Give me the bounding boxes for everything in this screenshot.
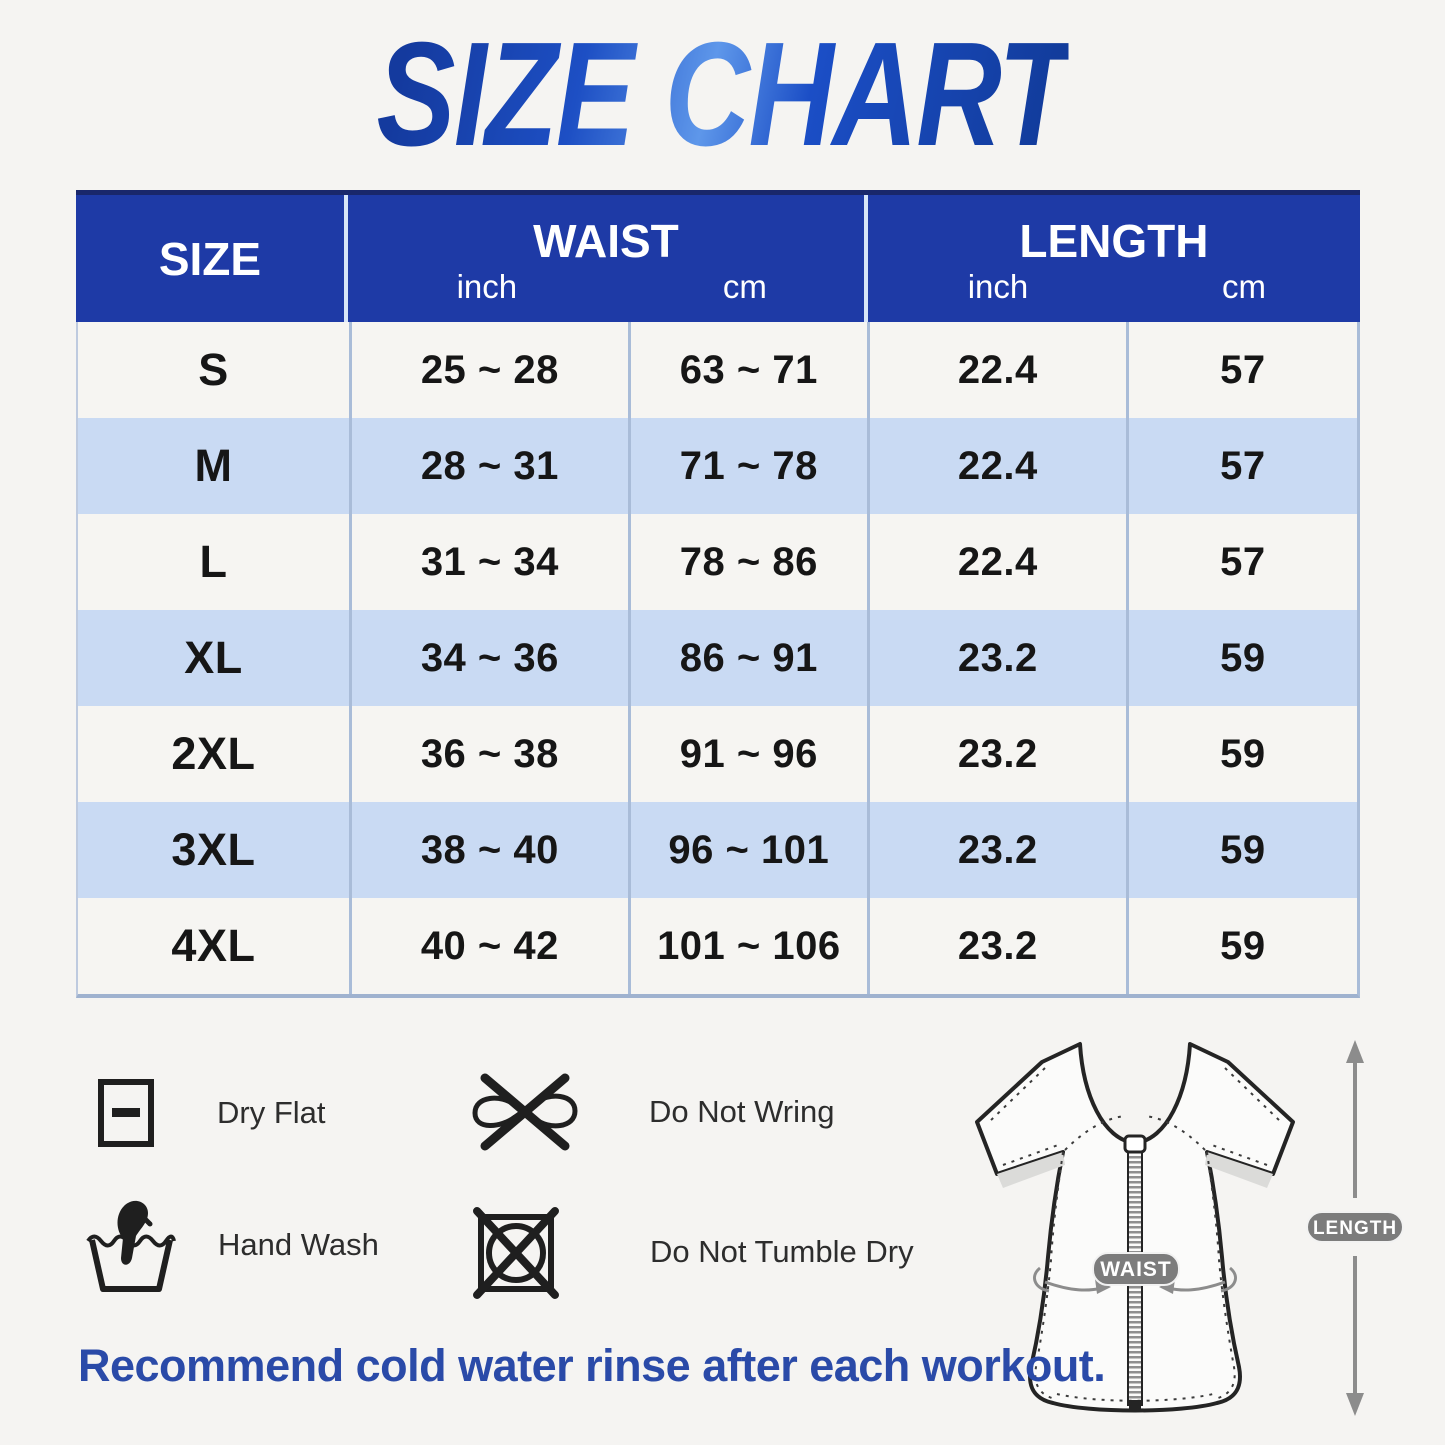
cell-size: 3XL (171, 824, 256, 875)
cell-waist-cm: 63 ~ 71 (628, 322, 867, 418)
cell-waist-inch: 34 ~ 36 (349, 610, 628, 706)
cell-waist-cm: 91 ~ 96 (628, 706, 867, 802)
care-label: Dry Flat (217, 1095, 326, 1130)
cell-waist-cm: 96 ~ 101 (628, 802, 867, 898)
footer-note: Recommend cold water rinse after each workout. (78, 1340, 1106, 1391)
table-header (76, 190, 1360, 322)
cell-waist-inch: 31 ~ 34 (349, 514, 628, 610)
size-table (76, 190, 1360, 998)
table-row (78, 322, 1357, 418)
header-waist-group (348, 195, 868, 322)
page-title-text: SIZE CHART (376, 10, 1068, 180)
table-row (78, 706, 1357, 802)
cell-waist-inch: 36 ~ 38 (349, 706, 628, 802)
length-badge-label: LENGTH (1312, 1218, 1398, 1239)
header-waist-inch: inch (456, 267, 518, 305)
cell-length-cm: 57 (1126, 322, 1357, 418)
cell-waist-cm: 86 ~ 91 (628, 610, 867, 706)
header-size: SIZE (76, 195, 348, 322)
cell-size: M (194, 440, 233, 491)
cell-size: 2XL (171, 728, 256, 779)
cell-length-cm: 59 (1126, 898, 1357, 994)
header-waist-cm: cm (722, 267, 767, 305)
cell-waist-inch: 25 ~ 28 (349, 322, 628, 418)
cell-size: 4XL (171, 920, 256, 971)
cell-length-inch: 23.2 (867, 802, 1126, 898)
header-length-cm: cm (1221, 267, 1266, 305)
care-label: Do Not Tumble Dry (650, 1234, 914, 1269)
cell-length-cm: 57 (1126, 418, 1357, 514)
page-title (0, 10, 1445, 180)
table-row (78, 610, 1357, 706)
header-length: LENGTH (1019, 215, 1209, 268)
care-item-hand-wash (84, 1196, 379, 1294)
cell-length-inch: 23.2 (867, 610, 1126, 706)
dry-flat-icon (97, 1078, 155, 1148)
care-label: Do Not Wring (649, 1094, 835, 1129)
cell-waist-cm: 71 ~ 78 (628, 418, 867, 514)
cell-length-inch: 22.4 (867, 514, 1126, 610)
cell-waist-inch: 28 ~ 31 (349, 418, 628, 514)
header-length-group (868, 195, 1360, 322)
cell-length-cm: 59 (1126, 706, 1357, 802)
cell-length-inch: 23.2 (867, 706, 1126, 802)
table-row (78, 418, 1357, 514)
cell-length-cm: 59 (1126, 802, 1357, 898)
do-not-tumble-dry-icon (468, 1200, 564, 1304)
care-item-do-not-wring (463, 1072, 835, 1152)
cell-length-cm: 59 (1126, 610, 1357, 706)
waist-badge-label: WAIST (1100, 1258, 1172, 1281)
cell-length-cm: 57 (1126, 514, 1357, 610)
header-waist: WAIST (533, 215, 679, 268)
cell-size: XL (184, 632, 243, 683)
hand-wash-icon (84, 1196, 178, 1294)
table-row (78, 898, 1357, 994)
table-row (78, 802, 1357, 898)
care-item-dry-flat (97, 1078, 326, 1148)
cell-size: S (198, 344, 229, 395)
cell-waist-inch: 40 ~ 42 (349, 898, 628, 994)
do-not-wring-icon (463, 1072, 587, 1152)
cell-length-inch: 22.4 (867, 322, 1126, 418)
header-length-inch: inch (967, 267, 1029, 305)
cell-length-inch: 23.2 (867, 898, 1126, 994)
care-label: Hand Wash (218, 1227, 379, 1262)
table-body (76, 322, 1360, 998)
cell-waist-cm: 101 ~ 106 (628, 898, 867, 994)
care-item-do-not-tumble-dry (468, 1200, 914, 1304)
cell-size: L (199, 536, 228, 587)
cell-waist-inch: 38 ~ 40 (349, 802, 628, 898)
cell-waist-cm: 78 ~ 86 (628, 514, 867, 610)
cell-length-inch: 22.4 (867, 418, 1126, 514)
table-row (78, 514, 1357, 610)
